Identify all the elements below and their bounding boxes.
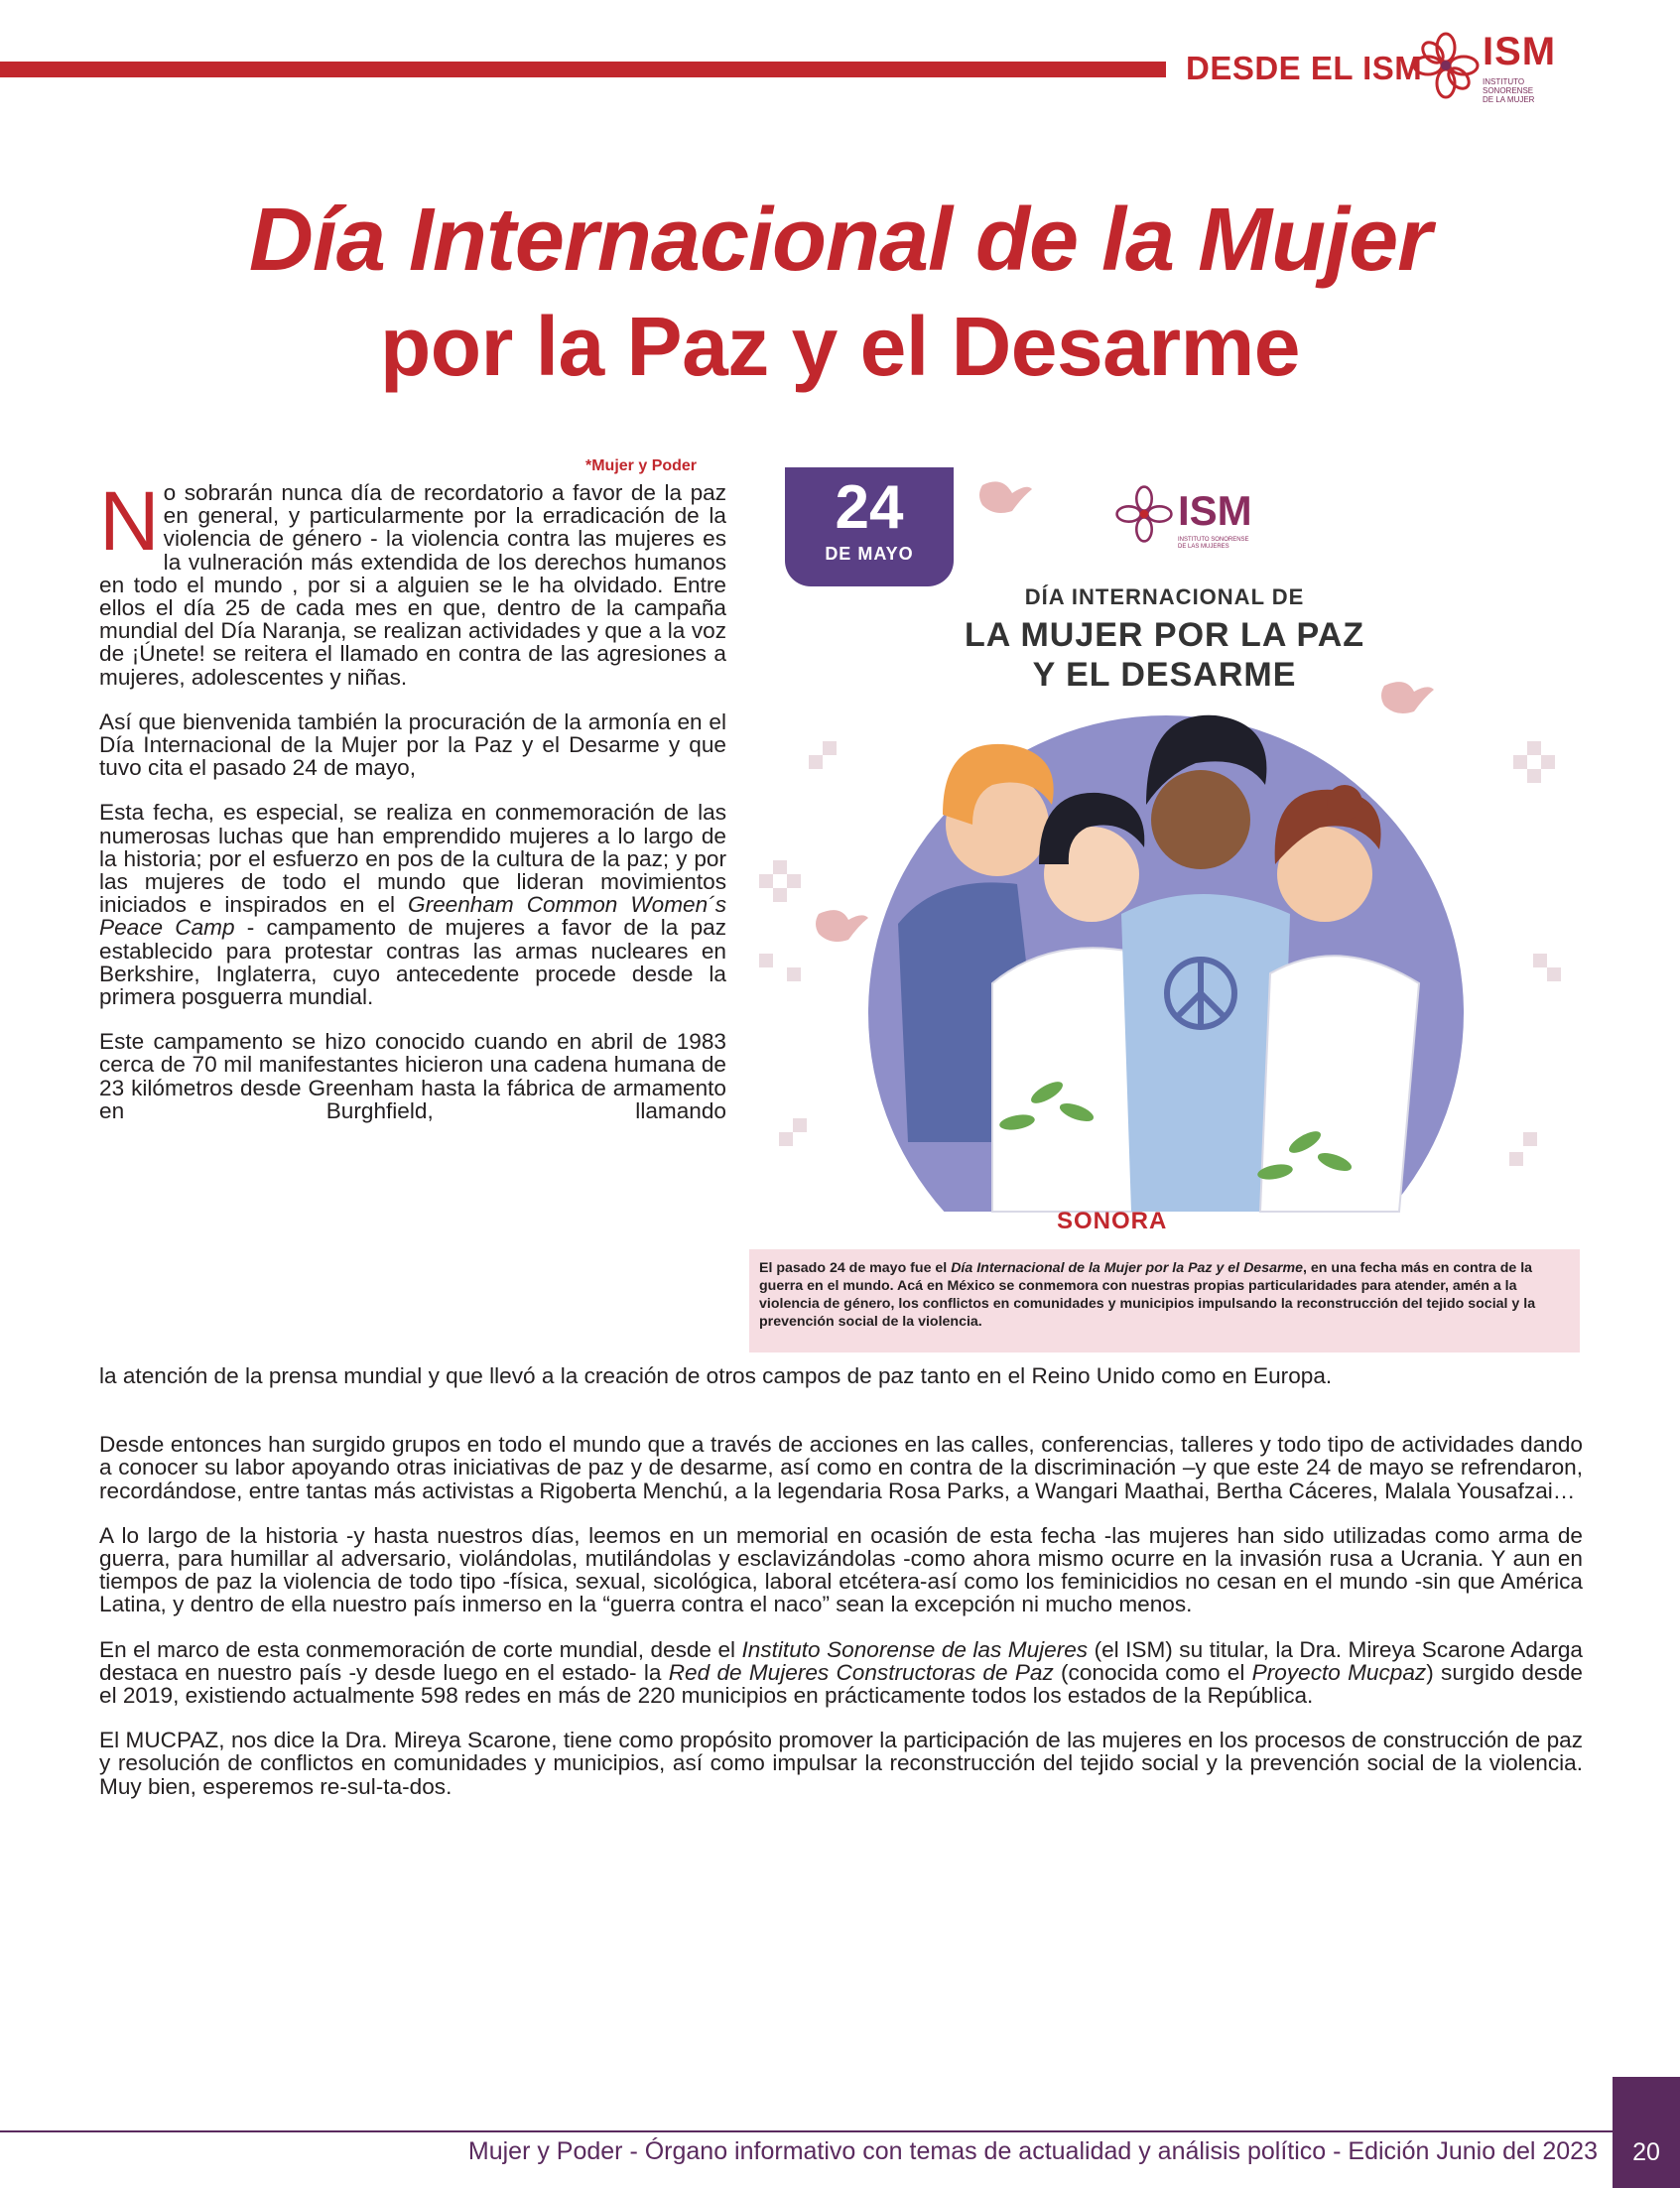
page-number: 20 (1632, 2138, 1660, 2166)
paragraph-2: Así que bienvenida también la procuración de la armonía en el Día Internacional de la Mujer por la Paz y el Desarme y que tuvo cita el pasado 24 de mayo, (99, 708, 726, 781)
caption-italic: Día Internacional de la Mujer por la Paz y el Desarme (951, 1260, 1304, 1276)
paragraph-5: Desde entonces han surgido grupos en todo el mundo que a través de acciones en las calles, conferencias, talleres y todo tipo de actividades dando a conocer su labor apoyando otras iniciativas de paz y de desarme, así como en contra de la discriminación –y que este 24 de mayo se refrendaron, recordándose, entre tantas más activistas a Rigoberta Menchú, a la legendaria Rosa Parks, a Wangari Maathai, Bertha Cáceres, Malala Yousafzai… (99, 1432, 1583, 1503)
paragraph-3-text-b: - campamento de mujeres a favor de la paz establecido para protestar contras las armas nucleares en Berkshire, Inglaterra, cuyo antecedente procede desde la primera posguerra mundial. (99, 915, 726, 1010)
paragraph-4-continued: la atención de la prensa mundial y que llevó a la creación de otros campos de paz tanto en el Reino Unido como en Europa. (99, 1363, 1333, 1388)
paragraph-4: Este campamento se hizo conocido cuando en abril de 1983 cerca de 70 mil manifestantes hicieron una cadena humana de 23 kilómetros desde Greenham hasta la fábrica de armamento en Burghfield, llamando (99, 1029, 726, 1123)
caption-text-b: , en una fecha más en contra de la guerra en el mundo. Acá en México se conmemora con nuestras propias particularidades para atender, amén a la violencia de género, los conflictos en comunidades y municipios impulsando la reconstrucción del tejido social y la prevención social de la violencia. (759, 1260, 1536, 1330)
header-bar (0, 62, 1166, 77)
poster-ism-flower-icon (1114, 479, 1174, 549)
byline: *Mujer y Poder (585, 457, 698, 474)
footer-text: Mujer y Poder - Órgano informativo con temas de actualidad y análisis político - Edición Junio del 2023 (467, 2137, 1598, 2165)
poster-logo-text: ISM (1178, 487, 1252, 534)
poster-heading-2: LA MUJER POR LA PAZ (964, 616, 1365, 654)
date-day: 24 (835, 473, 904, 542)
caption-text-a: El pasado 24 de mayo fue el (759, 1260, 952, 1276)
paragraph-8: El MUCPAZ, nos dice la Dra. Mireya Scarone, tiene como propósito promover la participación de las mujeres en los procesos de construcción de paz y resolución de conflictos en comunidades y municipios, así como impulsar la reconstrucción del tejido social y la prevención social de la violencia. Muy bien, esperemos re-sul-ta-dos. (99, 1728, 1583, 1799)
paragraph-6: A lo largo de la historia -y hasta nuestros días, leemos en un memorial en ocasión de esta fecha -las mujeres han sido utilizadas como arma de guerra, para humillar al adversario, violándolas, mutilándolas y esclavizándolas -como ahora mismo ocurre en la invasión rusa a Ucrania. Y aun en tiempos de paz la violencia de todo tipo -física, sexual, sicológica, laboral etcétera-así como los feminicidios no cesan en el mundo -sin que América Latina, y dentro de ella nuestro país inmerso en la “guerra contra el naco” sean la excepción ni mucho menos. (99, 1522, 1583, 1617)
footer-line (0, 2130, 1613, 2132)
date-badge (785, 467, 954, 586)
paragraph-7 (99, 1638, 1583, 1708)
page-number-box (1613, 2077, 1680, 2188)
paragraph-7-text-d: ) surgido desde el 2019, existiendo actualmente 598 redes en más de 220 municipios en prácticamente todos los estados de la República. (99, 1659, 1583, 1709)
poster-heading-3: Y EL DESARME (1032, 656, 1297, 694)
section-label: DESDE EL ISM (1186, 50, 1423, 86)
title-line-2: por la Paz y el Desarme (380, 300, 1300, 393)
paragraph-7-italic-1: Instituto Sonorense de las Mujeres (741, 1636, 1089, 1662)
paragraph-1-text: o sobrarán nunca día de recordatorio a favor de la paz en general, y particularmente por la erradicación de la violencia de género - la violencia contra las mujeres es la vulneración más extendida de los derechos humanos en todo el mundo , por si a alguien se le ha olvidado. Entre ellos el día 25 de cada mes en que, dentro de la campaña mundial del Día Naranja, se realizan actividades y que a la voz de ¡Únete! se reitera el llamado en contra de las agresiones a mujeres, adolescentes y niñas. (99, 480, 726, 690)
paragraph-3-italic: Greenham Common Women´s Peace Camp (99, 892, 726, 941)
paragraph-3 (99, 801, 726, 1008)
poster-logo-subtitle: INSTITUTO SONORENSE DE LAS MUJERES (1178, 537, 1249, 550)
poster-image (749, 457, 1580, 1248)
left-column (99, 474, 726, 1144)
logo-subtitle: INSTITUTO SONORENSE DE LA MUJER (1483, 77, 1535, 104)
article-title (60, 187, 1620, 399)
sonora-logo: SONORA (1057, 1208, 1168, 1234)
drop-cap: N (99, 474, 160, 568)
image-caption (749, 1249, 1580, 1352)
logo-text: ISM (1483, 30, 1557, 73)
title-line-1: Día Internacional de la Mujer (248, 191, 1432, 290)
paragraph-3-text-a: Esta fecha, es especial, se realiza en conmemoración de las numerosas luchas que han emprendido mujeres a lo largo de la historia; por el esfuerzo en pos de la cultura de la paz; y por las mujeres de todo el mundo que lideran movimientos iniciados e inspirados en el (99, 800, 726, 918)
paragraph-7-text-a: En el marco de esta conmemoración de corte mundial, desde el (99, 1636, 742, 1662)
ism-flower-logo-icon (1411, 26, 1481, 105)
ism-logo (1411, 26, 1570, 105)
paragraph-7-italic-3: Proyecto Mucpaz (1251, 1659, 1427, 1685)
paragraph-1 (99, 474, 726, 690)
paragraph-7-text-c: (conocida como el (1053, 1659, 1252, 1685)
paragraph-7-text-b: (el ISM) su titular, la Dra. Mireya Scarone Adarga destaca en nuestro país -y desde luego en el estado- la (99, 1636, 1583, 1685)
full-column (99, 1364, 1583, 1820)
date-month: DE MAYO (825, 544, 914, 564)
paragraph-7-italic-2: Red de Mujeres Constructoras de Paz (668, 1659, 1054, 1685)
poster-heading-1: DÍA INTERNACIONAL DE (1024, 584, 1305, 609)
